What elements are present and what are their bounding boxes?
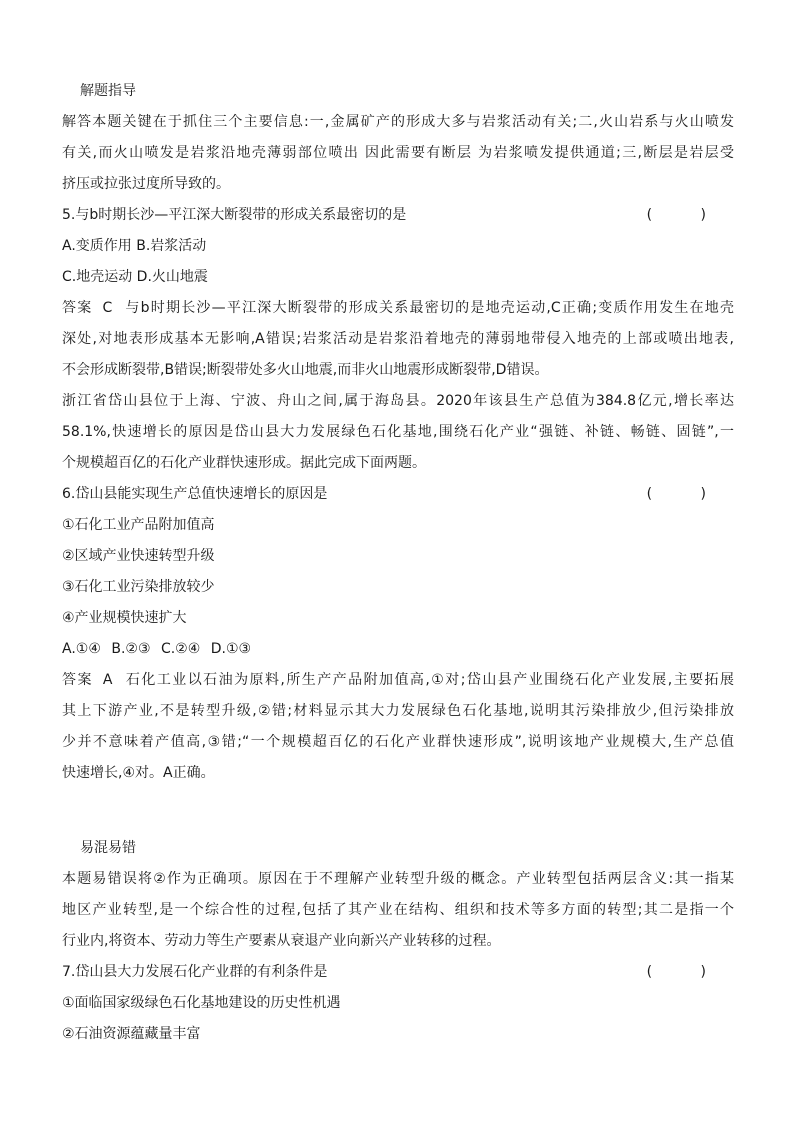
question-6-options xyxy=(62,634,734,665)
answer-letter: A xyxy=(102,672,113,688)
answer-explanation-line: 其上下游产业,不是转型升级,②错;材料显示其大力发展绿色石化基地,说明其污染排放少,但污染排放 xyxy=(62,703,734,719)
pitfall-text-line: 地区产业转型,是一个综合性的过程,包括了其产业在结构、组织和技术等多方面的转型;其二是指一个 xyxy=(62,902,734,918)
guide-text-line: 有关,而火山喷发是岩浆沿地壳薄弱部位喷出 因此需要有断层 为岩浆喷发提供通道;三,断层是岩层受 xyxy=(62,145,734,161)
question-7-item: ②石油资源蕴藏量丰富 xyxy=(62,1026,201,1042)
section-spacer xyxy=(62,789,734,833)
section-heading-guide: 解题指导 xyxy=(80,83,136,99)
answer-blank: ( ) xyxy=(646,207,728,223)
answer-explanation-line: 少并不意味着产值高,③错;“一个规模超百亿的石化产业群快速形成”,说明该地产业规模大,生产总值 xyxy=(62,734,734,750)
answer-explanation-line: 不会形成断裂带,B错误;断裂带处多火山地震,而非火山地震形成断裂带,D错误。 xyxy=(62,362,549,378)
question-6-item: ③石化工业污染排放较少 xyxy=(62,579,215,595)
question-5-text: 5.与b时期长沙—平江深大断裂带的形成关系最密切的是 xyxy=(62,207,407,223)
document-page xyxy=(62,76,734,1050)
material-text-line: 浙江省岱山县位于上海、宁波、舟山之间,属于海岛县。2020年该县生产总值为384.8亿元,增长率达 xyxy=(62,393,734,409)
answer-explanation: 与b时期长沙—平江深大断裂带的形成关系最密切的是地壳运动,C正确;变质作用发生在地壳 xyxy=(124,300,734,316)
answer-explanation: 石化工业以石油为原料,所生产产品附加值高,①对;岱山县产业围绕石化产业发展,主要拓展 xyxy=(124,672,734,688)
answer-label: 答案 xyxy=(62,300,93,316)
material-text-line: 58.1%,快速增长的原因是岱山县大力发展绿色石化基地,围绕石化产业“强链、补链、畅链、固链”,一 xyxy=(62,424,734,440)
question-5-options-cd: C.地壳运动 D.火山地震 xyxy=(62,269,208,285)
question-5-answer-line xyxy=(62,293,734,324)
answer-blank: ( ) xyxy=(646,486,728,502)
guide-text-line: 挤压或拉张过度所导致的。 xyxy=(62,176,230,192)
answer-blank: ( ) xyxy=(646,964,728,980)
answer-label: 答案 xyxy=(62,672,93,688)
question-6-answer-line xyxy=(62,665,734,696)
answer-explanation-line: 快速增长,④对。A正确。 xyxy=(62,765,215,781)
question-7-text: 7.岱山县大力发展石化产业群的有利条件是 xyxy=(62,964,328,980)
question-6-stem xyxy=(62,479,734,510)
material-text-line: 个规模超百亿的石化产业群快速形成。据此完成下面两题。 xyxy=(62,455,426,471)
section-heading-pitfalls: 易混易错 xyxy=(80,840,136,856)
option-d: D.①③ xyxy=(210,641,252,657)
question-7-item: ①面临国家级绿色石化基地建设的历史性机遇 xyxy=(62,995,341,1011)
guide-text-line: 解答本题关键在于抓住三个主要信息:一,金属矿产的形成大多与岩浆活动有关;二,火山岩系与火山喷发 xyxy=(62,114,734,130)
option-b: B.②③ xyxy=(111,641,151,657)
pitfall-text-line: 本题易错误将②作为正确项。原因在于不理解产业转型升级的概念。产业转型包括两层含义:其一指某 xyxy=(62,871,734,887)
question-6-item: ①石化工业产品附加值高 xyxy=(62,517,215,533)
question-7-stem xyxy=(62,957,734,988)
question-6-text: 6.岱山县能实现生产总值快速增长的原因是 xyxy=(62,486,328,502)
answer-explanation-line: 深处,对地表形成基本无影响,A错误;岩浆活动是岩浆沿着地壳的薄弱地带侵入地壳的上部或喷出地表, xyxy=(62,331,734,347)
option-a: A.①④ xyxy=(62,641,101,657)
answer-letter: C xyxy=(102,300,113,316)
question-6-item: ④产业规模快速扩大 xyxy=(62,610,187,626)
question-5-stem xyxy=(62,200,734,231)
option-c: C.②④ xyxy=(160,641,201,657)
pitfall-text-line: 行业内,将资本、劳动力等生产要素从衰退产业向新兴产业转移的过程。 xyxy=(62,933,501,949)
question-6-item: ②区域产业快速转型升级 xyxy=(62,548,215,564)
question-5-options-ab: A.变质作用 B.岩浆活动 xyxy=(62,238,207,254)
